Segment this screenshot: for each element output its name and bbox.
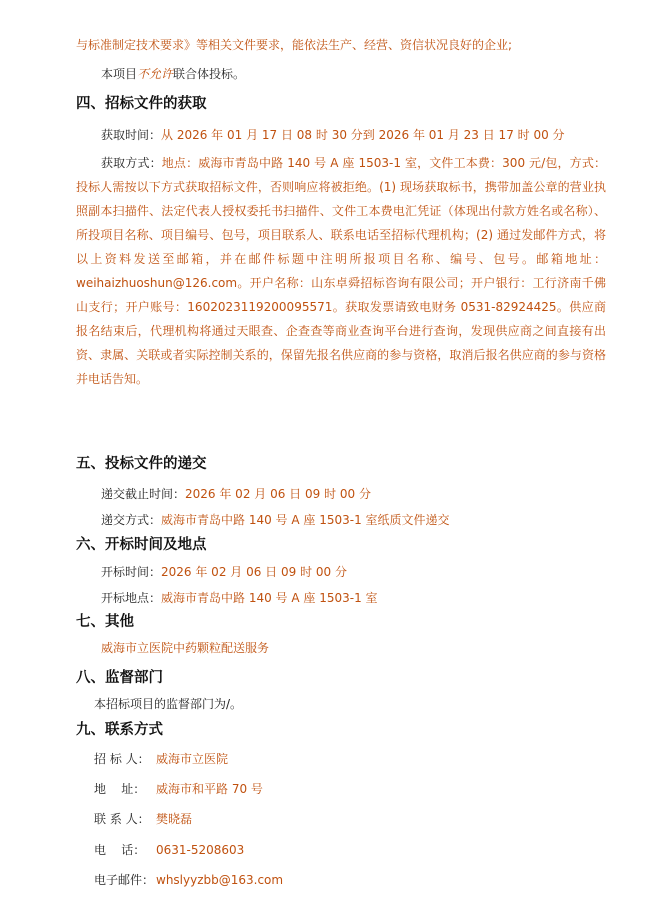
section-heading-document-acquisition: 四、招标文件的获取 — [76, 96, 207, 112]
acquisition-method-text: 地点：威海市青岛中路 140 号 A 座 1503-1 室，文件工本费：300 元/包，方式：投标人需按以下方式获取招标文件，否则响应将被拒绝。(1) 现场获取标书，携带加盖公章的营业执照副本扫描件、法定代表人授权委托书扫描件、文件工本费电汇凭证（体现出付款方姓名或名称）、所投项目名称、项目编号、包号，项目联系人、联系电话至招标代理机构；(2) 通过发邮件方式，将以上资料发送至邮箱，并在邮件标题中注明所报项目名称、编号、包号。邮箱地址：weihaizhuoshun@126.com。开户名称：山东卓舜招标咨询有限公司；开户银行：工行济南千佛山支行；开户账号：1602023119200095571。获取发票请致电财务 0531-82924425。供应商报名结束后，代理机构将通过天眼查、企查查等商业查询平台进行查询，发现供应商之间直接有出资、隶属、关联或者实际控制关系的，保留先报名供应商的参与资格，取消后报名供应商的参与资格并电话告知。 — [76, 156, 606, 386]
contact-value: 樊晓磊 — [156, 812, 193, 826]
consortium-value: 不允许 — [137, 67, 174, 81]
contact-value: 威海市立医院 — [156, 752, 229, 766]
section-heading-other: 七、其他 — [76, 614, 134, 630]
consortium-prefix: 本项目 — [101, 67, 138, 81]
contact-row-person — [94, 810, 192, 828]
opening-place-value: 威海市青岛中路 140 号 A 座 1503-1 室 — [161, 591, 378, 605]
contact-row-address — [94, 780, 263, 798]
submission-method-label: 递交方式： — [101, 513, 162, 527]
submission-deadline — [101, 485, 371, 503]
consortium-suffix: 联合体投标。 — [173, 67, 246, 81]
contact-row-tenderer — [94, 750, 228, 768]
section-heading-supervision: 八、监督部门 — [76, 670, 163, 686]
submission-method — [101, 511, 450, 529]
contact-label: 招 标 人： — [94, 752, 150, 766]
contact-value: whslyyzbb@163.com — [156, 873, 284, 887]
submission-deadline-label: 递交截止时间： — [101, 487, 186, 501]
opening-place-label: 开标地点： — [101, 591, 162, 605]
supervision-text: 本招标项目的监督部门为/。 — [94, 697, 243, 711]
submission-method-value: 威海市青岛中路 140 号 A 座 1503-1 室纸质文件递交 — [161, 513, 450, 527]
contact-value: 0631-5208603 — [156, 843, 245, 857]
acquisition-time — [101, 126, 565, 144]
contact-row-email — [94, 871, 283, 889]
opening-time-label: 开标时间： — [101, 565, 162, 579]
section-heading-contact: 九、联系方式 — [76, 722, 163, 738]
other-text: 威海市立医院中药颗粒配送服务 — [101, 641, 270, 655]
acquisition-time-label: 获取时间： — [101, 128, 162, 142]
opening-place — [101, 589, 378, 607]
opening-time — [101, 563, 347, 581]
section-heading-bid-submission: 五、投标文件的递交 — [76, 456, 207, 472]
contact-label: 电子邮件： — [94, 873, 155, 887]
consortium-statement — [101, 65, 245, 83]
acquisition-method — [76, 151, 606, 391]
opening-time-value: 2026 年 02 月 06 日 09 时 00 分 — [161, 565, 347, 579]
section-heading-bid-opening: 六、开标时间及地点 — [76, 537, 207, 553]
contact-label: 电 话： — [94, 843, 146, 857]
contact-value: 威海市和平路 70 号 — [156, 782, 263, 796]
contact-label: 地 址： — [94, 782, 146, 796]
submission-deadline-value: 2026 年 02 月 06 日 09 时 00 分 — [185, 487, 371, 501]
acquisition-method-label: 获取方式： — [101, 156, 162, 170]
contact-label: 联 系 人： — [94, 812, 150, 826]
qualification-continuation: 与标准制定技术要求》等相关文件要求，能依法生产、经营、资信状况良好的企业; — [76, 38, 513, 52]
acquisition-time-value: 从 2026 年 01 月 17 日 08 时 30 分到 2026 年 01 月 23 日 17 时 00 分 — [161, 128, 565, 142]
contact-row-phone — [94, 841, 244, 859]
